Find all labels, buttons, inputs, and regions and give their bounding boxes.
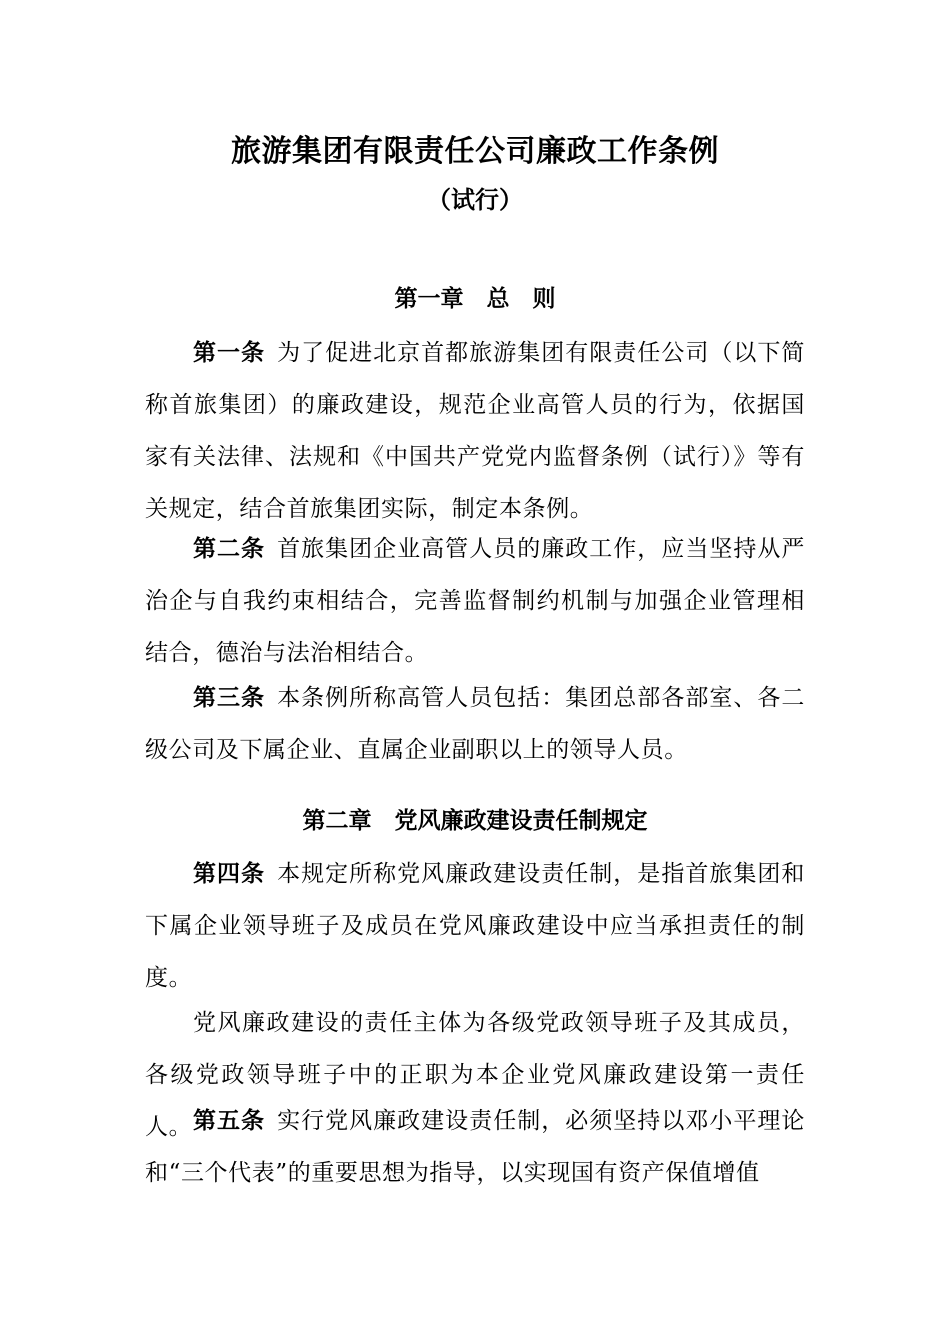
chapter-heading: 第二章 党风廉政建设责任制规定: [302, 807, 648, 834]
article-paragraph: [145, 848, 805, 1004]
article-label: 第二条: [193, 535, 266, 562]
article-label: 第四条: [193, 860, 266, 887]
article-paragraph: [145, 523, 805, 679]
article-label: 第五条: [193, 1107, 266, 1134]
paragraph-text: 党风廉政建设的责任主体为各级党政领导班子及其成员，各级党政领导班子中的正职为本企业党风廉政建设第一责任人。: [145, 1010, 805, 1140]
article-text: 本条例所称高管人员包括：集团总部各部室、各二级公司及下属企业、直属企业副职以上的领导人员。: [145, 685, 805, 763]
article-text: 本规定所称党风廉政建设责任制，是指首旅集团和下属企业领导班子及成员在党风廉政建设中应当承担责任的制度。: [145, 861, 805, 991]
article-text: 为了促进北京首都旅游集团有限责任公司（以下简称首旅集团）的廉政建设，规范企业高管人员的行为，依据国家有关法律、法规和《中国共产党党内监督条例（试行）》等有关规定，结合首旅集团实际，制定本条例。: [145, 340, 805, 522]
document-subtitle: （试行）: [427, 185, 523, 214]
article-paragraph: [145, 327, 805, 535]
chapter-heading: 第一章 总 则: [394, 285, 556, 312]
document-title: 旅游集团有限责任公司廉政工作条例: [231, 134, 719, 169]
article-paragraph: [145, 1095, 805, 1199]
article-label: 第三条: [193, 684, 266, 711]
article-label: 第一条: [193, 339, 266, 366]
article-paragraph: [145, 672, 805, 776]
article-text: 首旅集团企业高管人员的廉政工作，应当坚持从严治企与自我约束相结合，完善监督制约机制与加强企业管理相结合，德治与法治相结合。: [145, 536, 805, 666]
article-text: 实行党风廉政建设责任制，必须坚持以邓小平理论和“三个代表”的重要思想为指导，以实现国有资产保值增值: [145, 1108, 805, 1186]
